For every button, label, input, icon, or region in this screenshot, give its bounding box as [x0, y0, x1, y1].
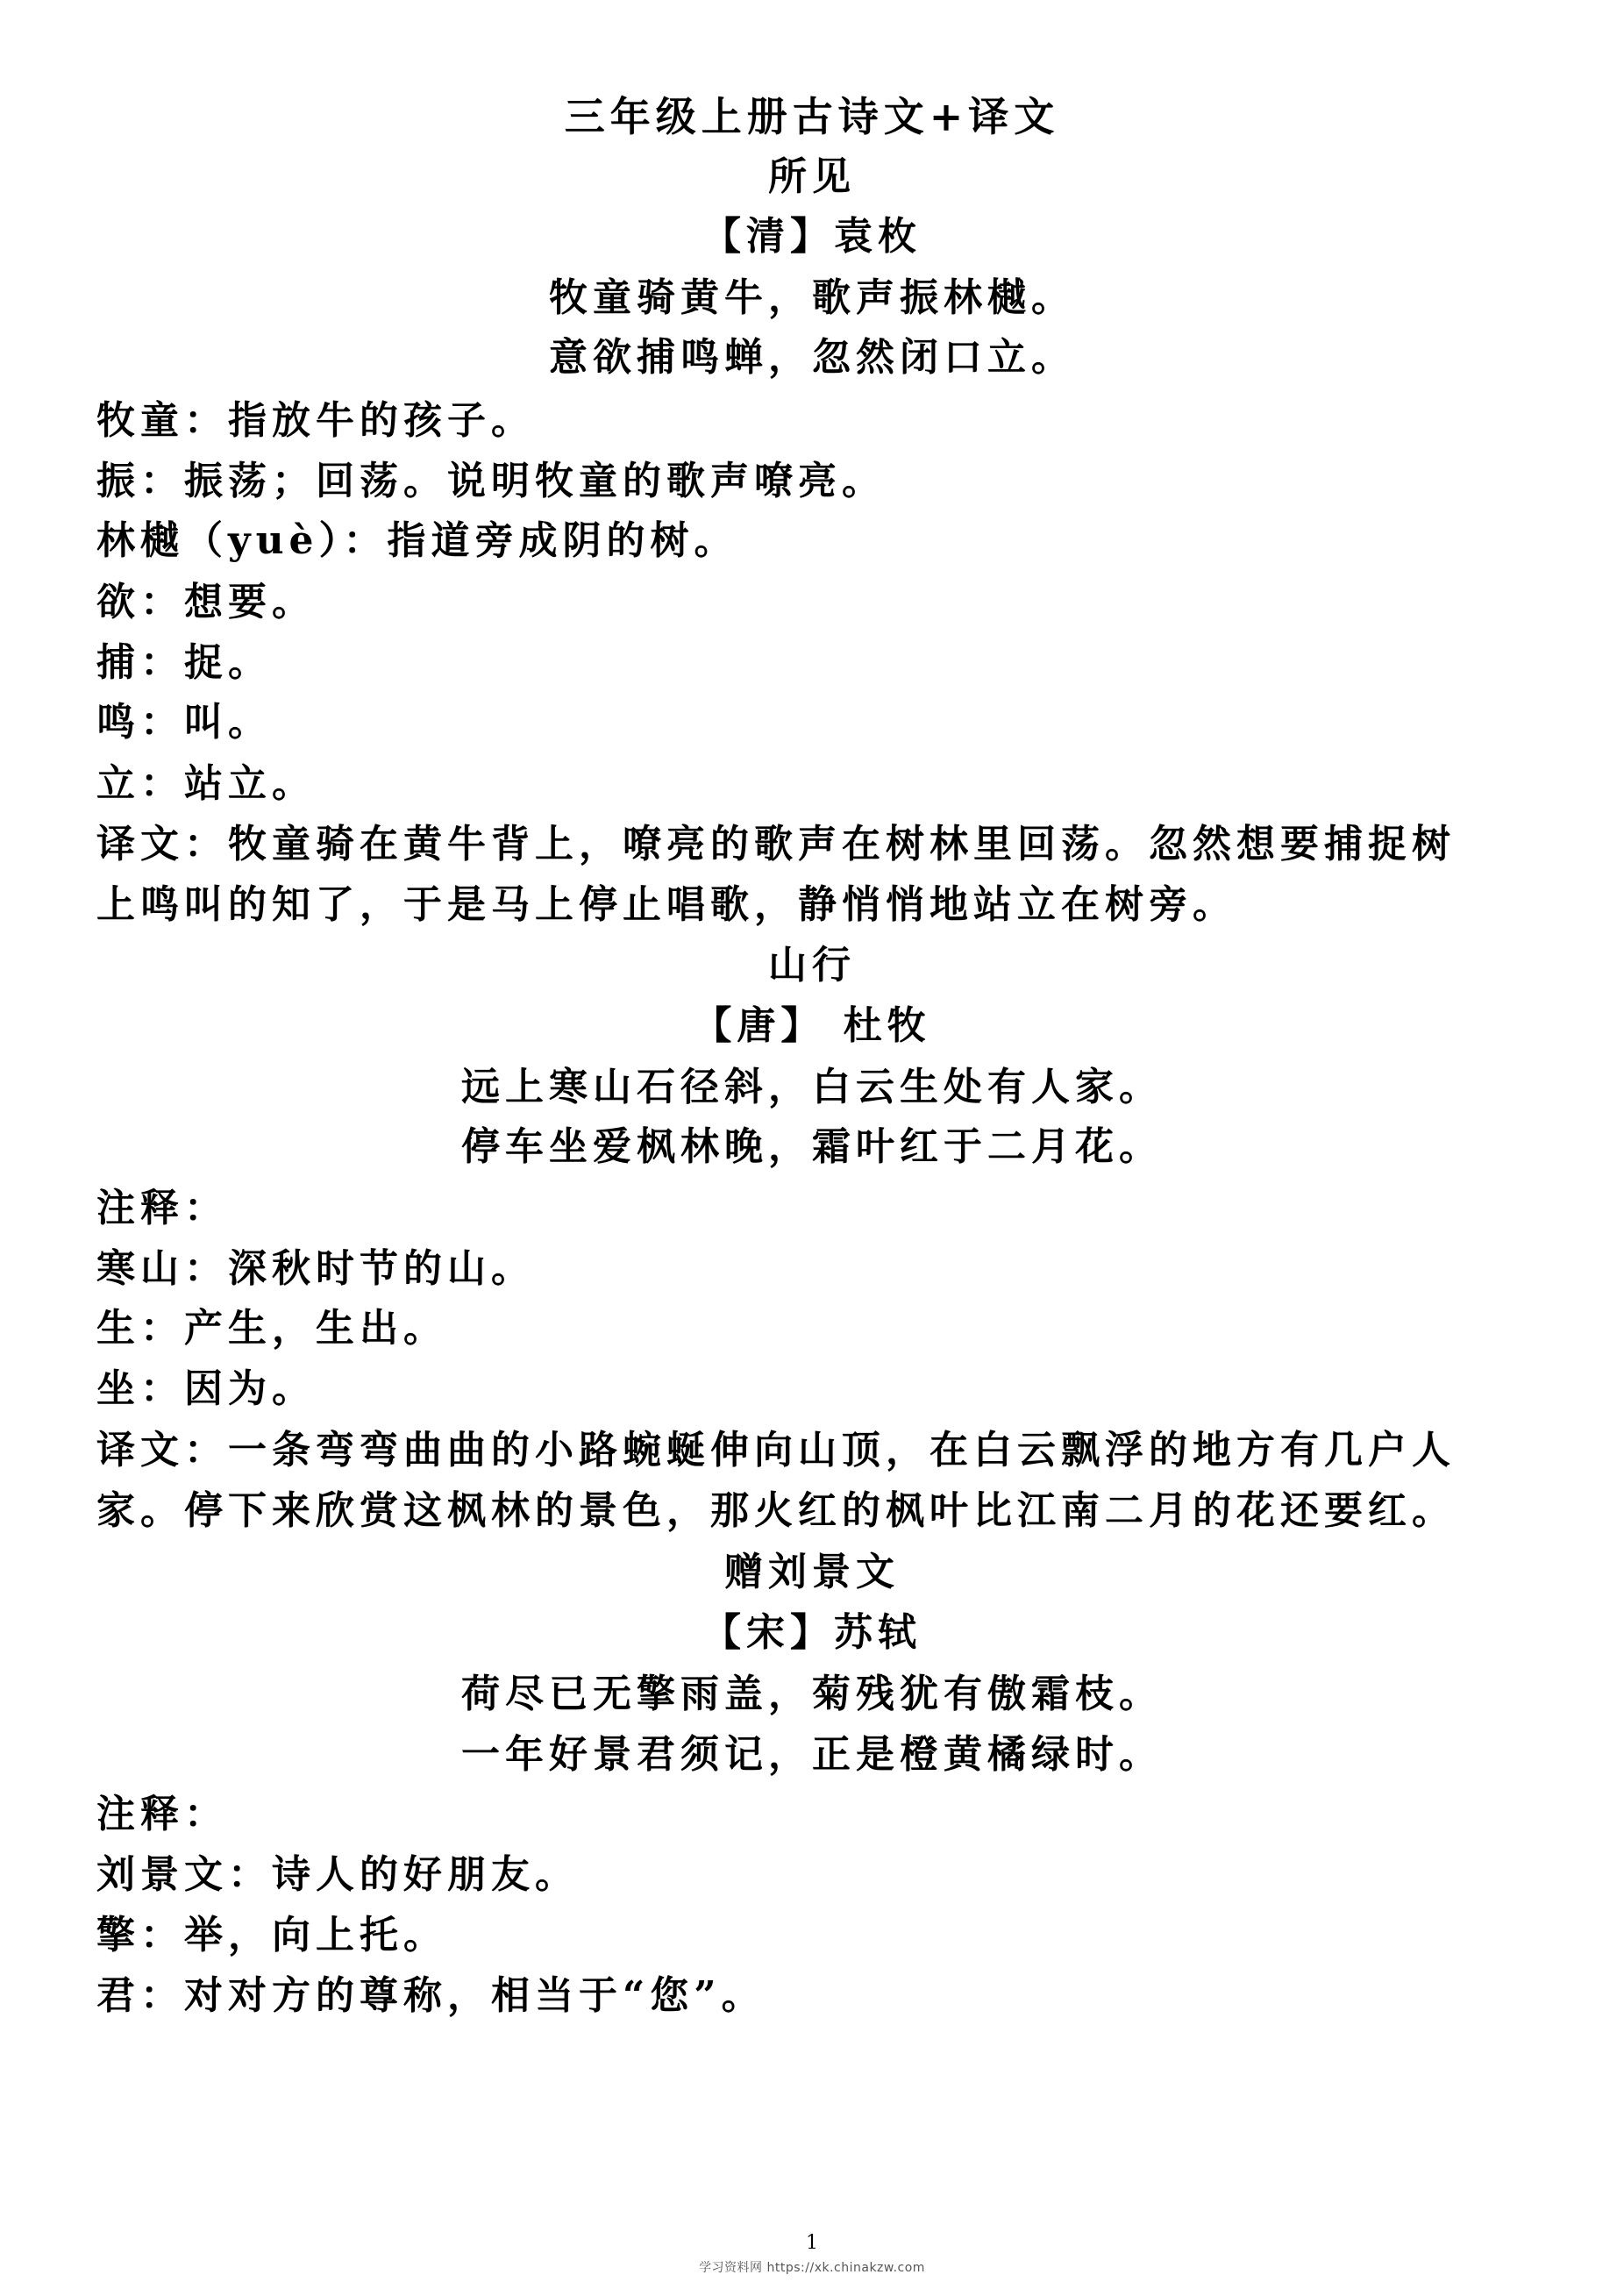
note-line: 牧童：指放牛的孩子。	[96, 398, 535, 443]
notes-heading: 注释：	[96, 1792, 228, 1836]
note-line: 鸣：叫。	[96, 700, 272, 745]
note-line: 林樾（yuè）：指道旁成阴的树。	[96, 518, 738, 563]
page-title: 三年级上册古诗文+译文	[564, 93, 1060, 140]
note-line: 欲：想要。	[96, 580, 316, 624]
note-line: 振：振荡；回荡。说明牧童的歌声嘹亮。	[96, 459, 886, 503]
poem-line: 一年好景君须记，正是橙黄橘绿时。	[461, 1732, 1163, 1777]
poem-line: 远上寒山石径斜，白云生处有人家。	[461, 1065, 1163, 1109]
poem-line: 牧童骑黄牛，歌声振林樾。	[549, 275, 1075, 320]
note-line: 捕：捉。	[96, 640, 272, 685]
translation-line: 译文：牧童骑在黄牛背上，嘹亮的歌声在树林里回荡。忽然想要捕捉树	[96, 822, 1456, 866]
poem-title: 所见	[768, 154, 856, 199]
note-line: 生：产生，生出。	[96, 1306, 447, 1351]
footer-source: 学习资料网 https://xk.chinakzw.com	[699, 2261, 925, 2275]
page-number: 1	[806, 2232, 818, 2254]
poem-line: 意欲捕鸣蝉，忽然闭口立。	[549, 335, 1075, 380]
poem-title: 山行	[768, 943, 856, 988]
poem-title: 赠刘景文	[724, 1550, 900, 1594]
translation-line: 上鸣叫的知了，于是马上停止唱歌，静悄悄地站立在树旁。	[96, 882, 1236, 927]
translation-line: 译文：一条弯弯曲曲的小路蜿蜒伸向山顶，在白云飘浮的地方有几户人	[96, 1428, 1456, 1472]
notes-heading: 注释：	[96, 1186, 228, 1230]
note-line: 立：站立。	[96, 761, 316, 806]
poem-line: 停车坐爱枫林晚，霜叶红于二月花。	[461, 1124, 1163, 1169]
poem-line: 荷尽已无擎雨盖，菊残犹有傲霜枝。	[461, 1672, 1163, 1716]
translation-line: 家。停下来欣赏这枫林的景色，那火红的枫叶比江南二月的花还要红。	[96, 1488, 1456, 1533]
note-line: 坐：因为。	[96, 1366, 316, 1411]
poem-author: 【宋】苏轼	[702, 1610, 922, 1655]
note-line: 刘景文：诗人的好朋友。	[96, 1852, 579, 1897]
poem-author: 【唐】 杜牧	[693, 1003, 931, 1048]
note-line: 擎：举，向上托。	[96, 1913, 447, 1957]
poem-author: 【清】袁枚	[702, 214, 922, 259]
note-line: 寒山：深秋时节的山。	[96, 1246, 535, 1291]
note-line: 君：对对方的尊称，相当于“您”。	[96, 1973, 766, 2018]
